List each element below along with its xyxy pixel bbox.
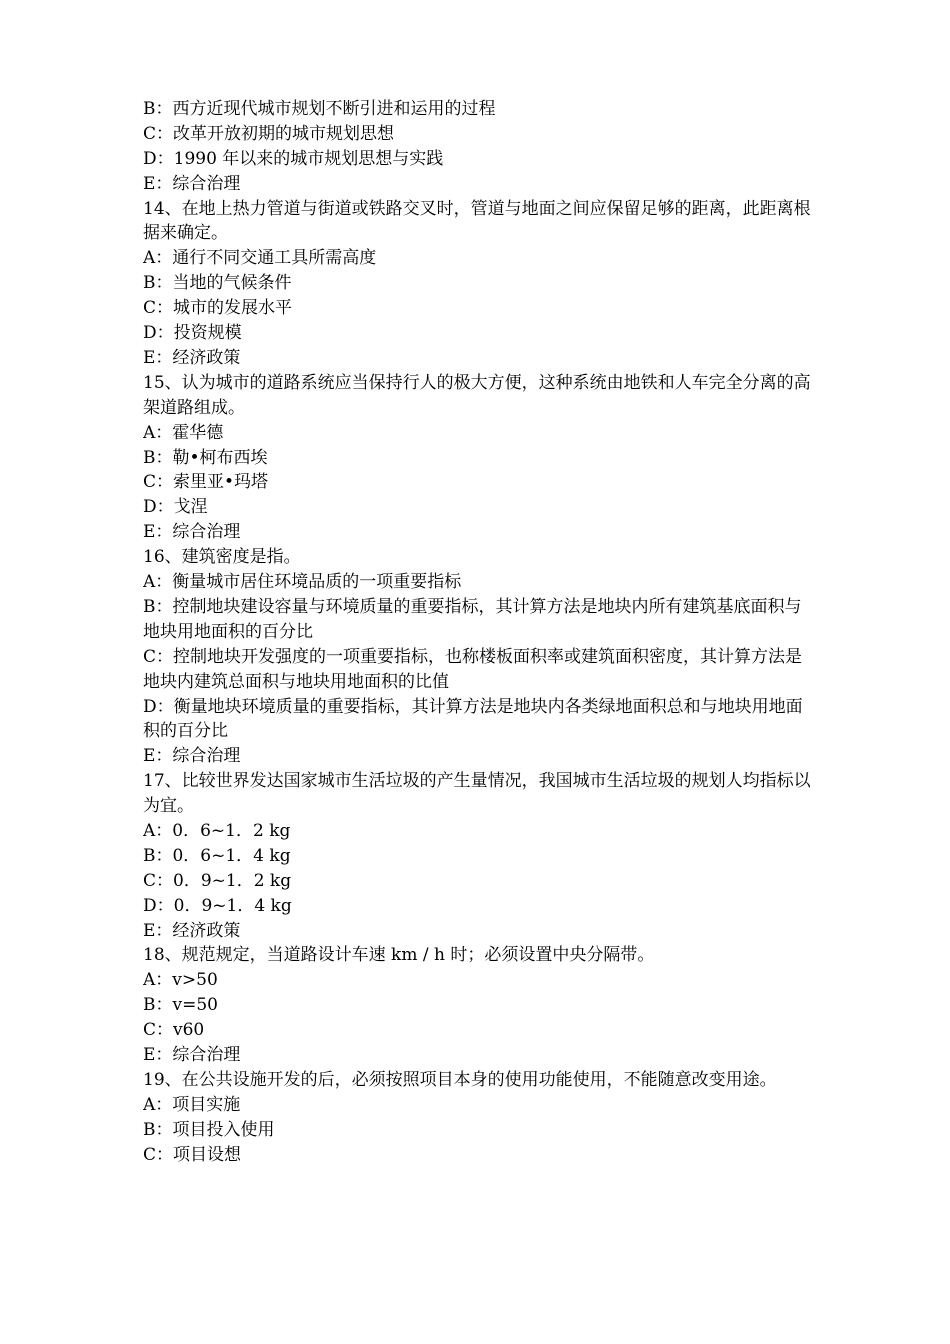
option-line: D：1990 年以来的城市规划思想与实践 xyxy=(143,148,444,169)
question-17-stem: 17、比较世界发达国家城市生活垃圾的产生量情况，我国城市生活垃圾的规划人均指标以为宜。 xyxy=(143,771,811,817)
option-line: C：改革开放初期的城市规划思想 xyxy=(143,123,395,144)
q15-option-a: A：霍华德 xyxy=(143,422,224,443)
q17-option-a: A：0．6~1．2 kg xyxy=(143,821,291,842)
q16-option-e: E：综合治理 xyxy=(143,746,241,767)
option-line: E：综合治理 xyxy=(143,173,241,194)
q17-option-b: B：0．6~1．4 kg xyxy=(143,845,291,866)
q17-option-d: D：0．9~1．4 kg xyxy=(143,895,292,916)
q14-option-c: C：城市的发展水平 xyxy=(143,298,293,319)
q14-option-d: D：投资规模 xyxy=(143,323,242,344)
q18-option-b: B：v=50 xyxy=(143,995,218,1016)
q19-option-c: C：项目设想 xyxy=(143,1144,242,1165)
question-15-stem: 15、认为城市的道路系统应当保持行人的极大方便，这种系统由地铁和人车完全分离的高架道路组成。 xyxy=(143,372,811,418)
question-18-stem: 18、规范规定，当道路设计车速 km / h 时；必须设置中央分隔带。 xyxy=(143,945,655,966)
document-page xyxy=(143,97,811,1168)
q15-option-b: B：勒•柯布西埃 xyxy=(143,447,268,468)
q19-option-b: B：项目投入使用 xyxy=(143,1119,275,1140)
q17-option-e: E：经济政策 xyxy=(143,920,241,941)
q16-option-b: B：控制地块建设容量与环境质量的重要指标，其计算方法是地块内所有建筑基底面积与地块用地面积的百分比 xyxy=(143,596,802,642)
question-14-stem: 14、在地上热力管道与街道或铁路交叉时，管道与地面之间应保留足够的距离，此距离根据来确定。 xyxy=(143,198,811,244)
q14-option-b: B：当地的气候条件 xyxy=(143,273,292,294)
option-line: B：西方近现代城市规划不断引进和运用的过程 xyxy=(143,99,496,119)
question-19-stem: 19、在公共设施开发的后，必须按照项目本身的使用功能使用，不能随意改变用途。 xyxy=(143,1069,777,1090)
q18-option-c: C：v60 xyxy=(143,1020,205,1041)
q16-option-c: C：控制地块开发强度的一项重要指标，也称楼板面积率或建筑面积密度，其计算方法是地块内建筑总面积与地块用地面积的比值 xyxy=(143,646,803,692)
q15-option-c: C：索里亚•玛塔 xyxy=(143,472,269,493)
q18-option-e: E：综合治理 xyxy=(143,1045,241,1066)
q15-option-e: E：综合治理 xyxy=(143,522,241,543)
q16-option-a: A：衡量城市居住环境品质的一项重要指标 xyxy=(143,571,462,592)
q14-option-a: A：通行不同交通工具所需高度 xyxy=(143,248,377,269)
q16-option-d: D：衡量地块环境质量的重要指标，其计算方法是地块内各类绿地面积总和与地块用地面积的百分比 xyxy=(143,696,803,742)
q15-option-d: D：戈涅 xyxy=(143,497,208,518)
question-16-stem: 16、建筑密度是指。 xyxy=(143,547,301,568)
q17-option-c: C：0．9~1．2 kg xyxy=(143,870,292,891)
q19-option-a: A：项目实施 xyxy=(143,1094,241,1115)
q14-option-e: E：经济政策 xyxy=(143,347,241,368)
q18-option-a: A：v>50 xyxy=(143,970,218,991)
